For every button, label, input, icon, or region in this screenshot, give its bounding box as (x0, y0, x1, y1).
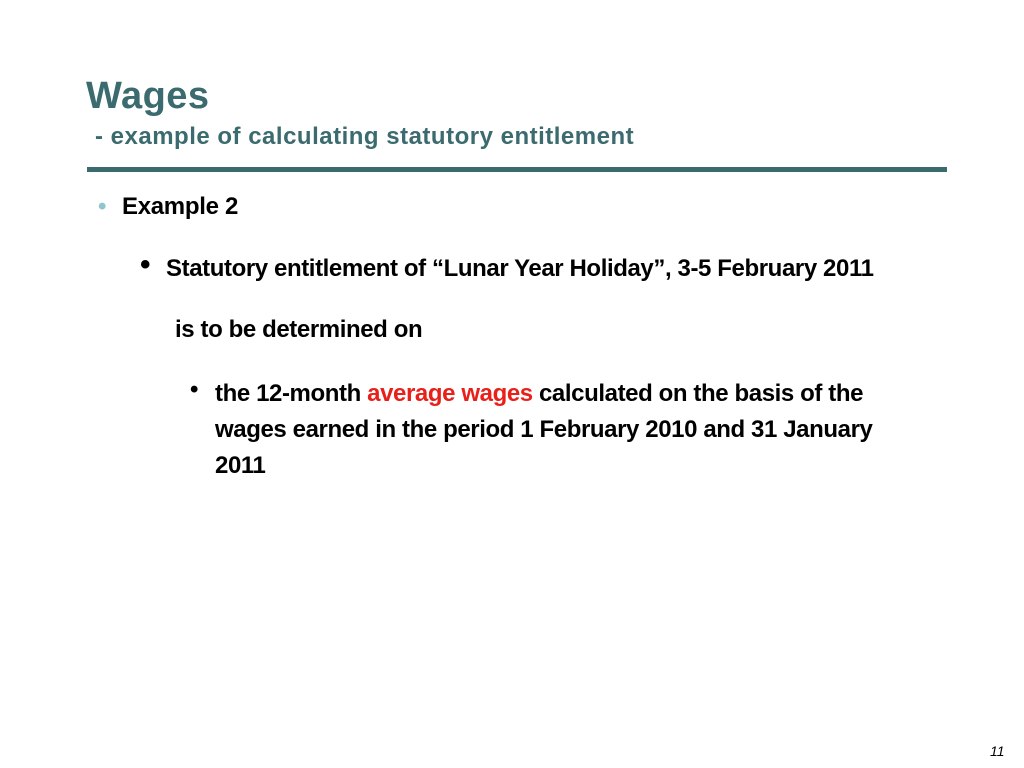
bullet-level-3-line-2: wages earned in the period 1 February 2010 and 31 January (215, 416, 873, 443)
bullet-dot-icon: • (140, 248, 151, 281)
slide-subtitle: - example of calculating statutory entitlement (95, 123, 635, 150)
bullet-level-3-line-3: 2011 (215, 452, 266, 479)
slide-title: Wages (86, 75, 210, 117)
line-1-before: the 12-month (215, 380, 368, 407)
bullet-dot-icon: • (98, 193, 107, 220)
bullet-level-3-text (215, 376, 915, 484)
bullet-level-2-continuation: is to be determined on (175, 316, 423, 343)
bullet-level-2-text: Statutory entitlement of “Lunar Year Holiday”, 3-5 February 2011 (166, 255, 874, 282)
bullet-level-3-line-1 (215, 376, 915, 412)
line-1-after: calculated on the basis of the (532, 380, 864, 407)
average-wages-highlight: average wages (367, 380, 533, 407)
bullet-level-1-text: Example 2 (122, 193, 239, 220)
bullet-dot-icon: • (190, 376, 199, 403)
page-number: 11 (990, 743, 1005, 759)
title-divider (87, 167, 947, 172)
